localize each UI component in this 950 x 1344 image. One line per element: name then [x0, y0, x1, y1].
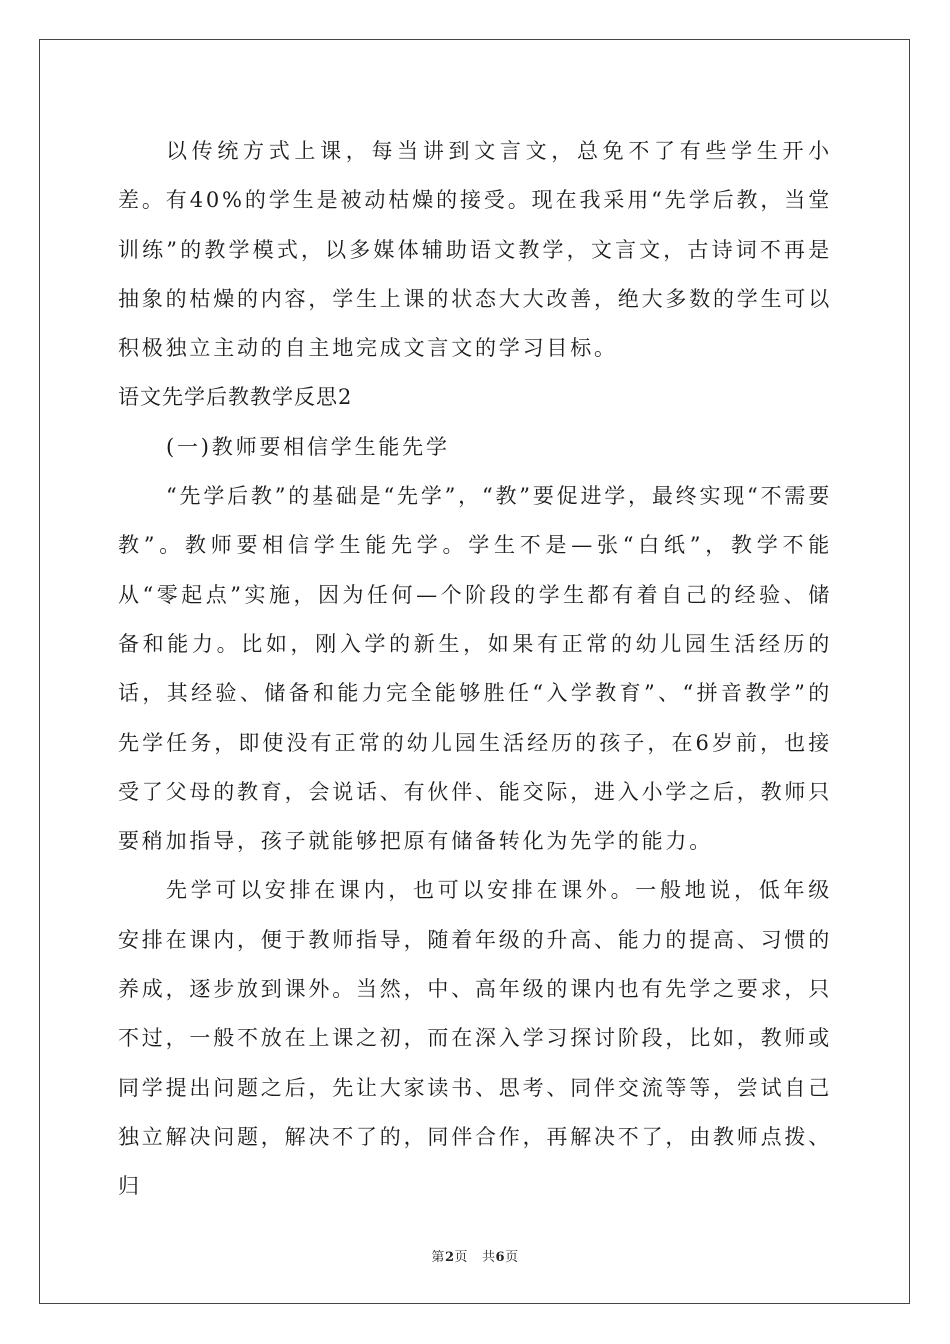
paragraph-2: “先学后教”的基础是“先学”，“教”要促进学，最终实现“不需要教”。教师要相信学生能先学。学生不是—张“白纸”，教学不能从“零起点”实施，因为任何—个阶段的学生都有着自己的经验、储备和能力。比如，刚入学的新生，如果有正常的幼儿园生活经历的话，其经验、储备和能力完全能够胜任“入学教育”、“拼音教学”的先学任务，即使没有正常的幼儿园生活经历的孩子，在6岁前，也接受了父母的教育，会说话、有伙伴、能交际，进入小学之后，教师只要稍加指导，孩子就能够把原有储备转化为先学的能力。 [118, 484, 832, 854]
page-footer [0, 1246, 950, 1265]
page-prefix: 第 [431, 1250, 445, 1265]
total-pages: 6 [495, 1250, 506, 1265]
section-title: 语文先学后教教学反思2 [118, 385, 353, 410]
total-prefix: 共 [482, 1250, 496, 1265]
subsection-title: (一)教师要相信学生能先学 [166, 434, 450, 459]
paragraph-1: 以传统方式上课，每当讲到文言文，总免不了有些学生开小差。有40%的学生是被动枯燥的接受。现在我采用“先学后教，当堂训练”的教学模式，以多媒体辅助语文教学，文言文，古诗词不再是抽象的枯燥的内容，学生上课的状态大大改善，绝大多数的学生可以积极独立主动的自主地完成文言文的学习目标。 [118, 139, 832, 361]
document-body [118, 127, 832, 1212]
page-suffix: 页 [454, 1250, 468, 1265]
total-suffix: 页 [505, 1250, 519, 1265]
paragraph-3: 先学可以安排在课内，也可以安排在课外。一般地说，低年级安排在课内，便于教师指导，随着年级的升高、能力的提高、习惯的养成，逐步放到课外。当然，中、高年级的课内也有先学之要求，只不过，一般不放在上课之初，而在深入学习探讨阶段，比如，教师或同学提出问题之后，先让大家读书、思考、同伴交流等等，尝试自己独立解决问题，解决不了的，同伴合作，再解决不了，由教师点拨、归 [118, 878, 832, 1199]
page-number: 2 [444, 1250, 455, 1265]
